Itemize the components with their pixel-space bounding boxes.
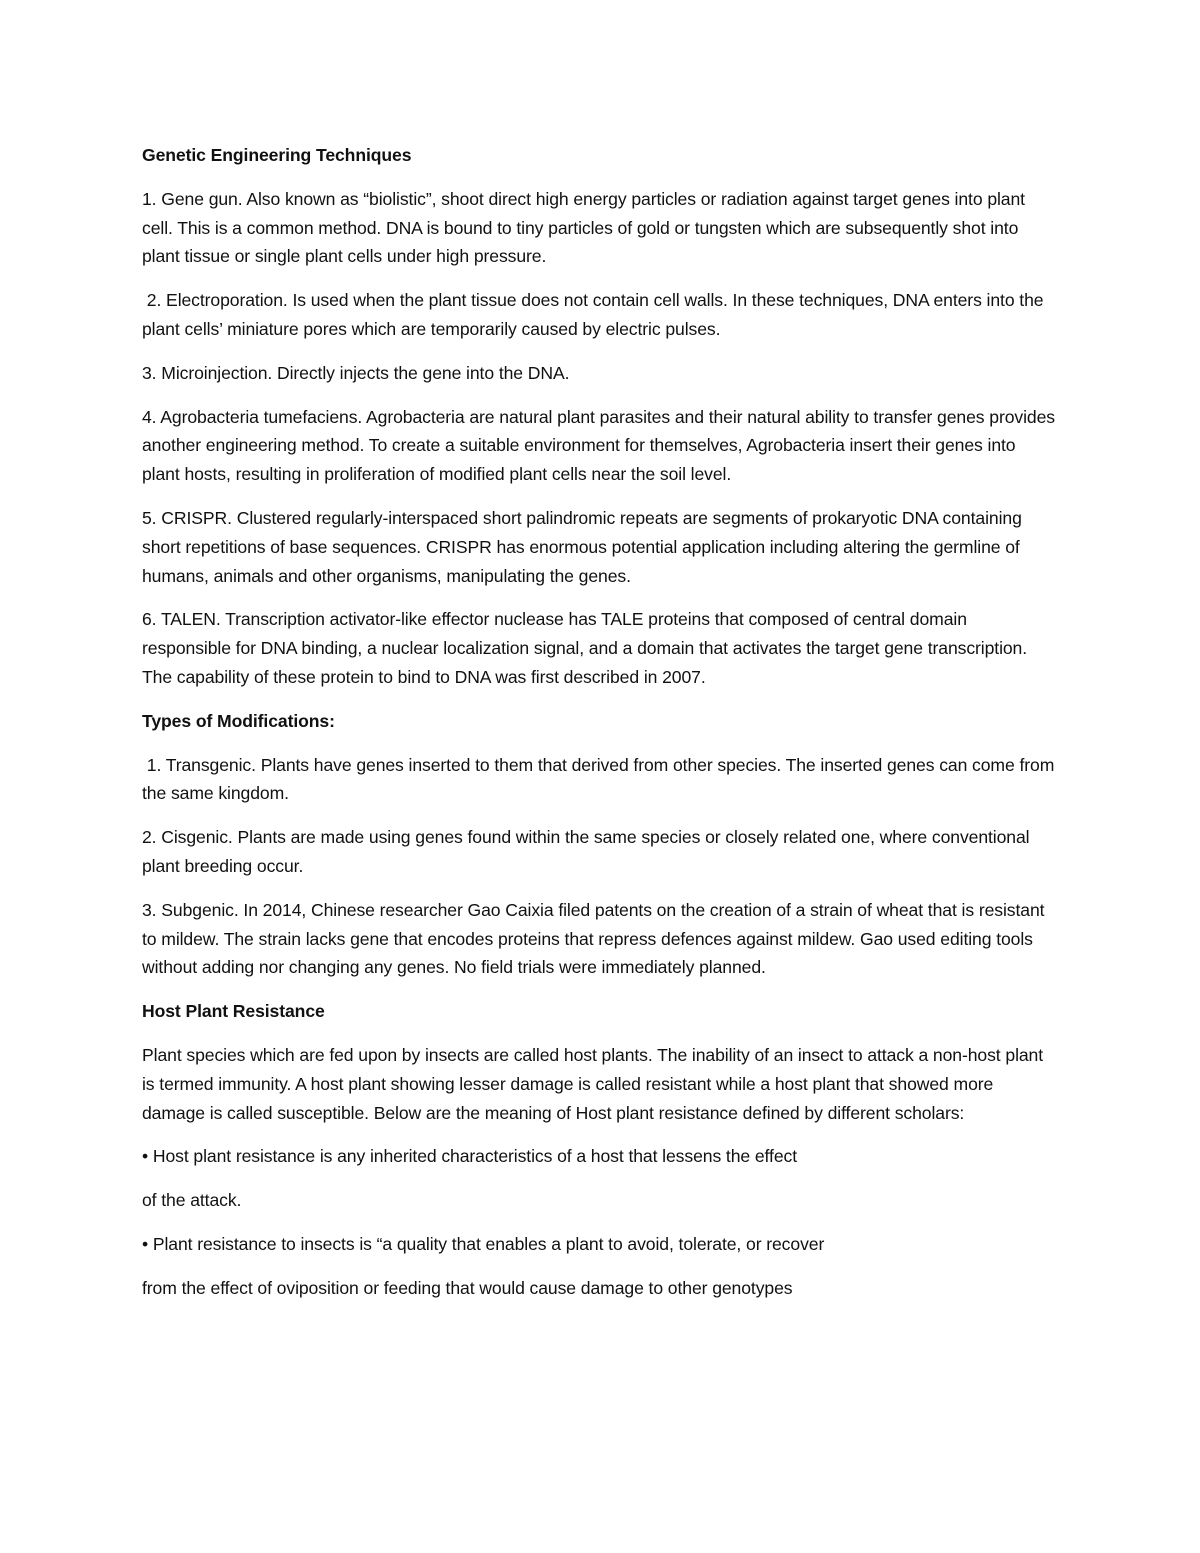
list-item-talen: 6. TALEN. Transcription activator-like effector nuclease has TALE proteins that composed of central domain responsible for DNA binding, a nuclear localization signal, and a domain that activates the target gene transcription. The capability of these protein to bind to DNA was first described in 2007. bbox=[142, 609, 1028, 687]
bullet-item-continuation: of the attack. bbox=[142, 1190, 242, 1211]
list-item-transgenic: 1. Transgenic. Plants have genes inserted to them that derived from other species. The inserted genes can come from the same kingdom. bbox=[142, 754, 1055, 804]
host-plant-resistance-intro: Plant species which are fed upon by insects are called host plants. The inability of an insect to attack a non-host plant is termed immunity. A host plant showing lesser damage is called resistant while a host plant that showed more damage is called susceptible. Below are the meaning of Host plant resistance defined by different scholars: bbox=[142, 1044, 1044, 1123]
list-item-agrobacteria: 4. Agrobacteria tumefaciens. Agrobacteria are natural plant parasites and their natural ability to transfer genes provides another engineering method. To create a suitable environment for themselves, Agrobacteria insert their genes into plant hosts, resulting in proliferation of modified plant cells near the soil level. bbox=[142, 406, 1055, 485]
list-item-microinjection: 3. Microinjection. Directly injects the gene into the DNA. bbox=[142, 362, 570, 383]
bullet-item-continuation: from the effect of oviposition or feeding that would cause damage to other genotypes bbox=[142, 1277, 793, 1298]
list-item-subgenic: 3. Subgenic. In 2014, Chinese researcher Gao Caixia filed patents on the creation of a strain of wheat that is resistant to mildew. The strain lacks gene that encodes proteins that repress defences against mildew. Gao used editing tools without adding nor changing any genes. No field trials were immediately planned. bbox=[142, 899, 1045, 978]
bullet-item-line: • Host plant resistance is any inherited characteristics of a host that lessens the effect bbox=[142, 1146, 797, 1167]
section-heading-types-of-modifications: Types of Modifications: bbox=[142, 710, 335, 731]
list-item-crispr: 5. CRISPR. Clustered regularly-interspaced short palindromic repeats are segments of prokaryotic DNA containing short repetitions of base sequences. CRISPR has enormous potential application including altering the germline of humans, animals and other organisms, manipulating the genes. bbox=[142, 507, 1022, 586]
bullet-item-line: • Plant resistance to insects is “a quality that enables a plant to avoid, tolerate, or recover bbox=[142, 1233, 825, 1254]
list-item-electroporation: 2. Electroporation. Is used when the plant tissue does not contain cell walls. In these techniques, DNA enters into the plant cells’ miniature pores which are temporarily caused by electric pulses. bbox=[142, 290, 1044, 339]
list-item-gene-gun: 1. Gene gun. Also known as “biolistic”, shoot direct high energy particles or radiation against target genes into plant cell. This is a common method. DNA is bound to tiny particles of gold or tungsten which are subsequently shot into plant tissue or single plant cells under high pressure. bbox=[142, 188, 1025, 267]
section-heading-genetic-engineering: Genetic Engineering Techniques bbox=[142, 145, 412, 165]
document-body bbox=[142, 141, 1057, 1318]
list-item-cisgenic: 2. Cisgenic. Plants are made using genes found within the same species or closely related one, where conventional plant breeding occur. bbox=[142, 827, 1030, 876]
section-heading-host-plant-resistance: Host Plant Resistance bbox=[142, 1001, 325, 1022]
